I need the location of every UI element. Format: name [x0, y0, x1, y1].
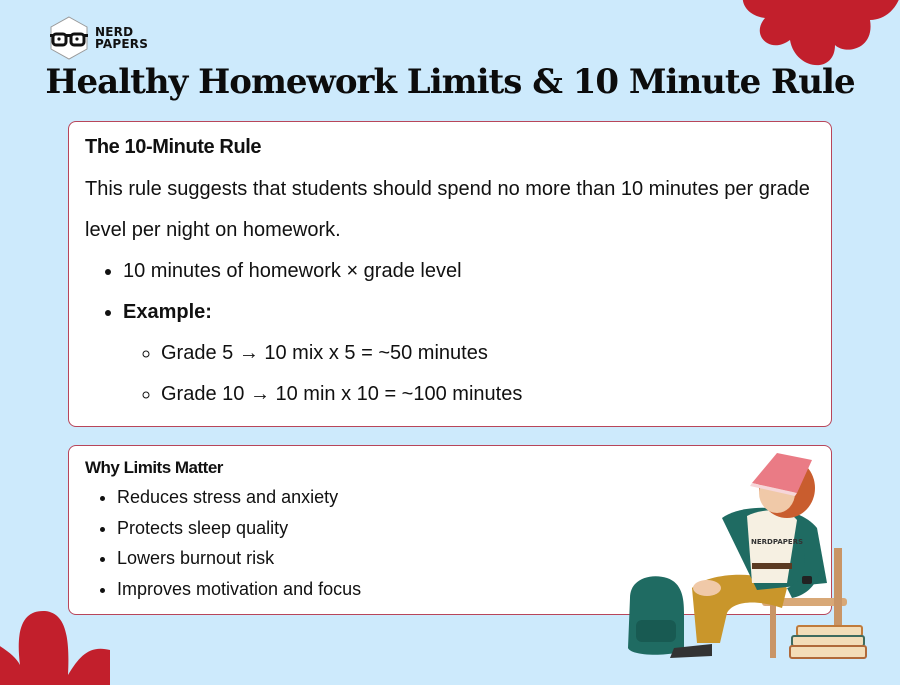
shirt-text: NERDPAPERS	[751, 538, 804, 546]
list-item: • Lowers burnout risk	[117, 543, 815, 574]
rule-bullet-list	[85, 251, 815, 415]
logo-wordmark: NERD PAPERS	[95, 25, 149, 51]
list-item: • Example: ◦ Grade 5 → 10 mix x 5 = ~50 minutes ◦ Grade 10 → 10 min x 10 = ~100 minutes	[123, 292, 815, 415]
list-item: • Improves motivation and focus	[117, 574, 815, 605]
list-item: • Protects sleep quality	[117, 513, 815, 544]
rule-description: This rule suggests that students should spend no more than 10 minutes per grade level per night on homework.	[85, 178, 810, 241]
example-list	[123, 333, 815, 415]
page-title: Healthy Homework Limits & 10 Minute Rule	[45, 62, 855, 102]
red-flower-decoration-bottom-left	[0, 605, 120, 685]
nerd-papers-logo	[47, 15, 148, 61]
rule-heading: The 10-Minute Rule	[85, 136, 262, 158]
list-item: • Reduces stress and anxiety	[117, 482, 815, 513]
list-item: • 10 minutes of homework × grade level	[123, 251, 815, 292]
why-heading: Why Limits Matter	[85, 458, 223, 477]
ten-minute-rule-card	[68, 121, 832, 427]
sleeping-student-illustration	[612, 448, 882, 670]
example-item: ◦ Grade 10 → 10 min x 10 = ~100 minutes	[161, 374, 815, 415]
nerd-glasses-logo-icon	[47, 15, 91, 61]
example-item: ◦ Grade 5 → 10 mix x 5 = ~50 minutes	[161, 333, 815, 374]
